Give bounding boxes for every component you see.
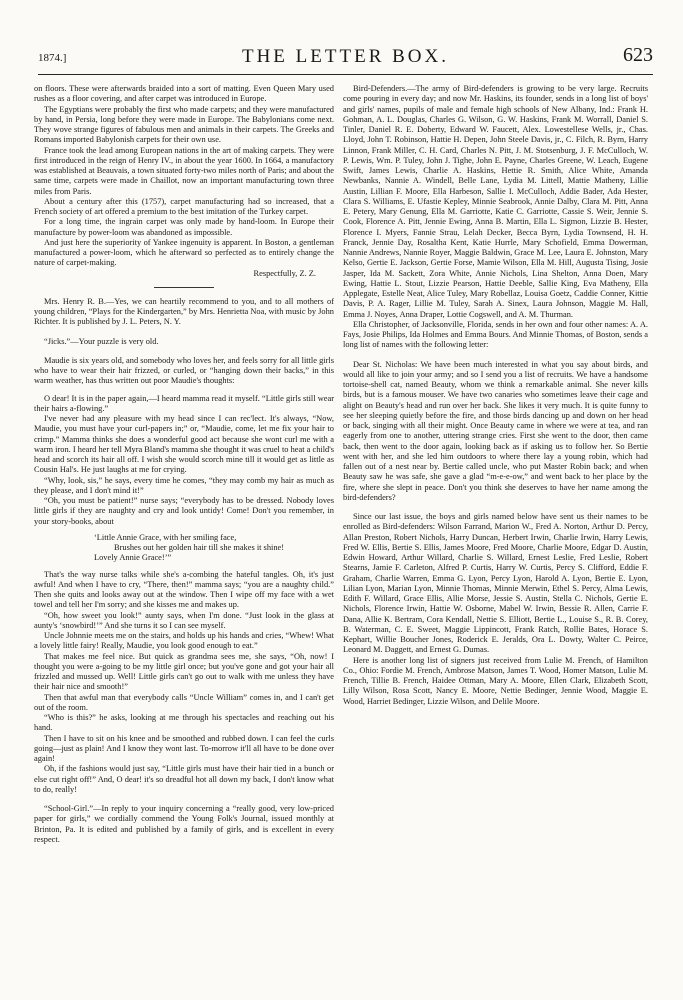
carpets-para: The Egyptians were probably the first who made carpets; and they were manufactured by hand, in Persia, long before they were made in Europe. The Babylonians come next. They wove strange figures of fabulous men and animals in their carpets. The Greeks and Romans imported Babylonish carpets for their own use.	[34, 104, 334, 145]
maudie-para: Oh, if the fashions would just say, “Little girls must have their hair tied in a bunch or else cut right off!” And, O dear! it's so dreadful hot all down my back, I don't know what to do, really!	[34, 764, 334, 794]
maudie-para: Then I have to sit on his knee and be smoothed and rubbed down. I can feel the curls going—just as plain! And I know they wont last. To-morrow it'll all have to be done over again!	[34, 733, 334, 763]
maudie-para: O dear! It is in the paper again,—I heard mamma read it myself. “Little girls still wear their hairs a-flowing.”	[34, 393, 334, 413]
page-header	[38, 40, 653, 68]
carpets-para: About a century after this (1757), carpet manufacturing had so increased, that a French society of art offered a premium to the best imitation of the Turkey carpet.	[34, 196, 334, 216]
maudie-para: Uncle Johnnie meets me on the stairs, and holds up his hands and cries, “Whew! What a lovely little fairy! Really, Maudie, you look good enough to eat.”	[34, 631, 334, 651]
school-girl-reply: “School-Girl.”—In reply to your inquiry concerning a “really good, very low-priced paper for girls,” we cordially commend the Young Folk's Journal, issued monthly at Brinton, Pa. It is edited and published by a family of girls, and is excellent in every respect.	[34, 804, 334, 844]
maudie-para: Then that awful man that everybody calls “Uncle William” comes in, and I can't get out of the room.	[34, 692, 334, 712]
carpets-para: For a long time, the ingrain carpet was only made by hand-loom. In Europe their manufacture by power-loom was abandoned as impossible.	[34, 217, 334, 237]
carpets-signature: Respectfully, Z. Z.	[253, 268, 316, 278]
ella-christopher-para: Ella Christopher, of Jacksonville, Florida, sends in her own and four other names: A. A. Fays, Josie Philips, Ida Holmes and Emma Bours. And Minnie Thomas, of Boston, sends a long list of names with the following letter:	[343, 319, 648, 350]
carpets-para: And just here the superiority of Yankee ingenuity is apparent. In Boston, a gentleman manufactured a power-loom, which he afterward so perfected as to entirely change the nature of carpet-making.	[34, 237, 334, 268]
left-column	[34, 84, 334, 845]
bird-defenders-para: Bird-Defenders.—The army of Bird-defenders is growing to be very large. Recruits come pouring in every day; and now Mr. Haskins, its founder, sends in a long list of boys' and girls' names, pupils of male and female high schools of New Albany, Ind.: Frank H. Gohman, A. L. Douglas, Charles G. Wilson, G. W. Haskins, Frank M. Worrall, Daniel S. Tinler, Daniel R. E. Doberty, Edward W. Faucett, Alex. Lowestellese Wells, jr., Chas. Lloyd, John T. Robinson, Hattie H. Depen, John Steele Davis, jr., C. Filch, R. Byrn, Harry Linnon, Frank Miller, C. H. Card, Charles N. Pitt, J. M. Stotsenburg, J. F. McCulloch, W. P. Lewis, Wm. P. Tuley, John J. Tighe, John E. Payne, Charles Greene, W. Leach, Eugene Swift, James Lewis, Charlie A. Haskins, Hettie R. Smith, Alice White, Amanda Newbanks, Nannie A. Windell, Belle Lane, Lydia M. Littell, Mattie Matheny, Lillie Austin, Lillian F. Moore, Ella Harbeson, Sallie I. McCulloch, Addie Bader, Ada Hester, Clara S. Williams, E. Ufastie Kepley, Minnie Seabrook, Annie Dalby, Clara M. Pitt, Anna E. Petery, Mary Genung, Ella M. Garriotte, Katie C. Garriotte, Cassie S. Weir, Jennie S. Cook, Florence A. Pitt, Jennie Ewing, Anna B. Martin, Ella L. Sigmon, Lizzie B. Hester, Florence I. Myers, Fannie Strau, Lelah Decker, Becca Byrn, Lydia Townsend, H. H. Franck, Jennie Day, Rosaltha Kent, Katie Hurrle, Mary Schofield, Emma Dowerman, Nannie Andrews, Nannie Royer, Maggie Baldwin, Grace M. Lee, Laura E. Johnston, Mary Kelso, Gertie E. Jackson, Gertie Forse, Mamie Wilson, Ella M. Hill, Augusta Tising, Josie Jasper, Ida M. Sackett, Zora White, Annie Nichols, Lina Shelton, Anna Doen, Mary Ewing, Hattie L. Stout, Lizzie Pearson, Hattie Deeble, Sallie King, Eva Matheny, Ella Applegate, Estelle Neat, Alice Tuley, Mary Robellaz, Louisa Goetz, Caddie Conner, Kittie Davis, P. A. Rager, Lillie M. Tuley, Sarah A. Sinex, Laura Johnson, Maggie M. Hall, Emma J. Noyes, Anna Draper, Lottie Cogswell, and A. M. Thurman.	[343, 84, 648, 319]
maudie-para: That's the way nurse talks while she's a-combing the hateful tangles. Oh, it's just awful! And when I have to cry, “There, then!” mamma says; “you are a naughty child.” Then she quits and looks away out at the window. Then I wipe off my face with a wet towel and tell her I'm sorry; and she kisses me and makes up.	[34, 569, 334, 610]
mrs-henry-reply: Mrs. Henry R. B.—Yes, we can heartily recommend to you, and to all mothers of young children, “Plays for the Kindergarten,” by Mrs. Henrietta Noa, with music by John Richter. It is published by J. L. Peters, N. Y.	[34, 296, 334, 327]
jicks-reply: “Jicks.”—Your puzzle is very old.	[44, 336, 159, 346]
maudie-para: “Why, look, sis,” he says, every time he comes, “they may comb my hair as much as they please, and I don't mind it!”	[34, 475, 334, 495]
volume-year: 1874.]	[38, 52, 67, 64]
section-title: THE LETTER BOX.	[241, 46, 449, 67]
verse-line: ‘Little Annie Grace, with her smiling face,	[94, 532, 237, 542]
right-column	[343, 84, 648, 707]
another-list-para: Here is another long list of signers just received from Lulie M. French, of Hamilton Co., Ohio: Fordie M. French, Ambrose Matson, James T. Wood, Homer Matson, Lulie M. French, Tillie B. French, Haidee Ottman, Mary A. Moore, Ellen Clark, Elizabeth Scott, Lilly Wilson, Rosa Scott, Nancy E. Moore, Nettie Bedinger, Jennie Wood, Maggie E. Wood, Harriet Bedinger, Lizzie Wilson, and Delile Moore.	[343, 655, 648, 706]
page-number: 623	[623, 44, 653, 66]
verse-line: Lovely Annie Grace!’”	[94, 553, 172, 563]
maudie-intro: Maudie is six years old, and somebody who loves her, and feels sorry for all little girls who have to wear their hair frizzed, or curled, or “hanging down their backs,” in this warm weather, has thus written out poor Maudie's thoughts:	[34, 355, 334, 386]
separator-rule	[154, 287, 214, 288]
maudie-para: “Oh, how sweet you look!” aunty says, when I'm done. “Just look in the glass at aunty's ‘snowbird!’” And she turns it so I can see myself.	[34, 610, 334, 630]
maudie-para: That makes me feel nice. But quick as grandma sees me, she says, “Oh, now! I thought you were a-going to be my little girl once; but you've gone and got your hair all frizzled and mussed up. Well! Little girls can't go out to walk with me unless they have their hair nice and smooth!”	[34, 651, 334, 692]
header-rule	[38, 74, 653, 75]
dear-st-nicholas-letter: Dear St. Nicholas: We have been much interested in what you say about birds, and would all like to join your army; and so I send you a list of recruits. We have a handsome tortoise-shell cat, named Beauty, whom we think a remarkable animal. She never kills birds, but is a famous mouser. We have two canaries who sometimes leave their cage and alight on Beauty's head and run over her back. She likes it very much. It is quite funny to see her sleeping quietly before the fire, and those birds dancing up and down on her head or back, singing with all their might. Once Beauty came in where we were at tea, and ran eagerly from one to another, uttering strange cries. First she went to the door, then came back, then went to the door again, looking back as if asking us to follow her. So Bertie went with her, and she led him outdoors to where there lay a young robin, which had fallen out of a nest near by. Bertie called uncle, who put Master Robin back; and when Beauty saw he was safe, she gave a glad “m-e-e-ow,” and went back to her place by the fire, where she slept in peace. Don't you think she deserves to have her name among the bird-defenders?	[343, 359, 648, 502]
maudie-para: “Oh, you must be patient!” nurse says; “everybody has to be dressed. Nobody loves little girls if they are naughty and cry and look untidy! Come! Don't you remember, in your story-books, about	[34, 496, 334, 526]
carpets-para: on floors. These were afterwards braided into a sort of matting. Even Queen Mary used rushes as a floor covering, and after carpet was introduced in Europe.	[34, 84, 334, 104]
verse-block	[34, 533, 334, 564]
maudie-para: I've never had any pleasure with my head since I can rec'lect. It's always, “Now, Maudie, you must have your curl-papers in;” or, “Maudie, come, let me fix your hair to crimp.” Mamma thinks she does a wonderful good act because she wont curl me with a warm iron. I heard her tell Myra Bland's mamma she thought it was cruel to heat a child's head and scorch its hair all off. I wish she would scorch mine till it would get as little as Cousin Hal's. He just laughs at me for crying.	[34, 414, 334, 475]
carpets-para: France took the lead among European nations in the art of making carpets. They were first introduced in the reign of Henry IV., in about the year 1600. In 1664, a manufactory was established at Beauvais, a town situated forty-two miles north of Paris; and about the same time, carpets were made in Chaillot, now an important manufacturing town three miles from Paris.	[34, 145, 334, 196]
maudie-para: “Who is this?” he asks, looking at me through his spectacles and reaching out his hand.	[34, 713, 334, 733]
since-last-issue-para: Since our last issue, the boys and girls named below have sent us their names to be enrolled as Bird-defenders: Wilson Farrand, Marion W., Fred A. Norton, Arthur D. Percy, Allan Preston, Robert Nichols, Harry Duncan, Herbert Irwin, Charlie Irwin, Harry Lewis, Fred W. Ellis, Bertie S. Ellis, James Moore, Fred Moore, Charlie Moore, Edgar D. Austin, Edwin Howard, Arthur Willard, Charlie S. Willard, Ernest Leslie, Fred Leslie, Robert Stearns, Jamie F. Carleton, Alfred P. Curtis, Harry W. Curtis, Percy S. Clifford, Eddie F. Graham, Charlie Warren, Emma G. Lyon, Percy Lyon, Harold A. Lyon, Bertie E. Lyon, Lilian Lyon, Marian Lyon, Minnie Thomas, Minnie Merwin, Ethel S. Percy, Alma Lewis, Edith F. Willard, Grace Ellis, Allie Morse, Jessie S. Austin, Stella C. Nichols, Gertie E. Nichols, Florence Irwin, Hattie W. Osborne, Mabel W. Irwin, Bessie R. Allen, Carrie F. Dana, Allie K. Bertram, Cora Kendall, Nettie S. Elliott, Bertie L., Louise S., R. B. Corey, B. Waterman, C. E. Sweet, Maggie Lippincott, Frank Ratch, Rollie Bates, Horace S. Kephart, Willie Boucher Jones, Roderick E. Jeralds, Ora L. Dowty, Walter C. Peirce, Leonard M. Daggett, and Ernest G. Dumas.	[343, 512, 648, 655]
verse-line: Brushes out her golden hair till she makes it shine!	[114, 543, 285, 552]
